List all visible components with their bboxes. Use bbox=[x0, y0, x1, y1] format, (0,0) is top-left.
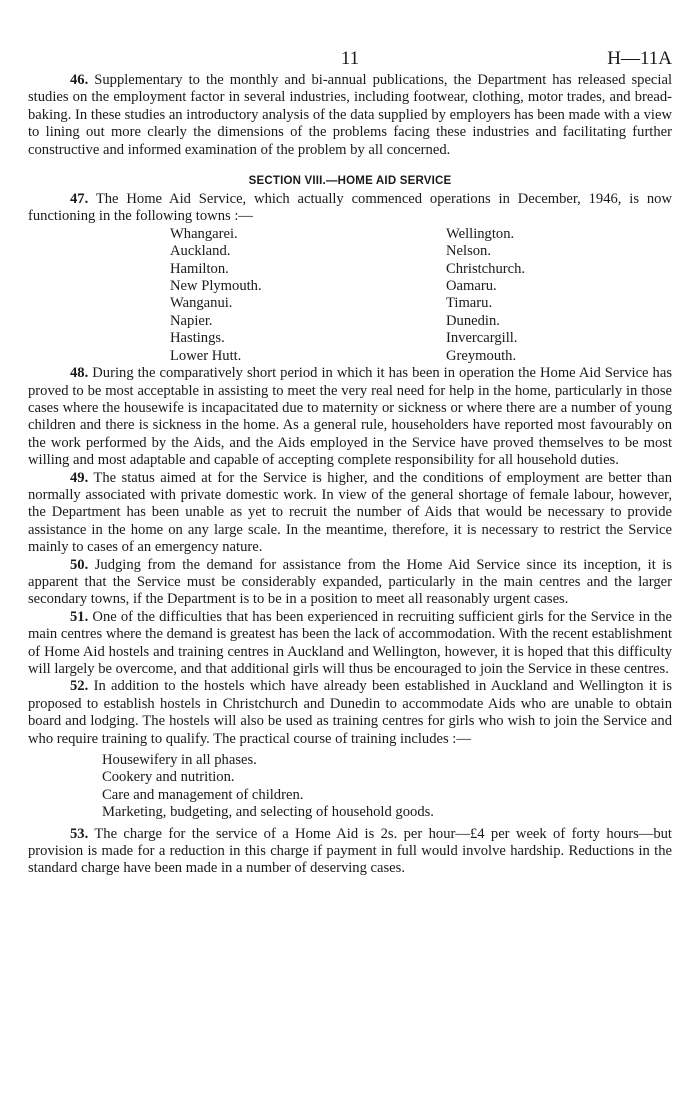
training-item: Housewifery in all phases. bbox=[102, 752, 257, 769]
towns-list bbox=[170, 226, 672, 365]
town-item: New Plymouth. bbox=[170, 278, 262, 295]
paragraph-text: One of the difficulties that has been experienced in recruiting sufficient girls for the Service in the main centres where the demand is greatest has been the lack of accommodation. With the recent establishment of Home Aid hostels and training centres in Auckland and Wellington, however, it is hoped that this difficulty will largely be overcome, and that additional girls will thus be encouraged to join the Service in these centres. bbox=[28, 608, 672, 677]
paragraph-number: 49. bbox=[70, 469, 89, 486]
paragraph-text: The Home Aid Service, which actually commenced operations in December, 1946, is now functioning in the following towns :— bbox=[28, 191, 672, 225]
paragraph-text: The status aimed at for the Service is higher, and the conditions of employment are better than normally associated with private domestic work. In view of the general shortage of female labour, however, the Department has been unable as yet to recruit the number of Aids that would be necessary to provide assistance in the home on any large scale. In the meantime, therefore, it is necessary to restrict the Service mainly to cases of an emergency nature. bbox=[28, 469, 672, 556]
section-heading: SECTION VIII.—HOME AID SERVICE bbox=[248, 175, 452, 188]
training-item: Marketing, budgeting, and selecting of household goods. bbox=[102, 804, 434, 821]
town-item: Wellington. bbox=[446, 225, 515, 242]
paragraph-text: The charge for the service of a Home Aid is 2s. per hour—£4 per week of forty hours—but provision is made for a reduction in this charge if payment in full would involve hardship. Reductions in the standard charge have been made in a number of deserving cases. bbox=[28, 825, 672, 877]
paragraph-number: 50. bbox=[70, 556, 89, 573]
town-item: Lower Hutt. bbox=[170, 347, 242, 364]
town-item: Timaru. bbox=[446, 295, 493, 312]
paragraph-48 bbox=[28, 365, 672, 469]
paragraph-text: Supplementary to the monthly and bi-annual publications, the Department has released special studies on the employment factor in several industries, including footwear, clothing, motor trades, and bread-baking. In these studies an introductory analysis of the data supplied by employers has been made with a view to lining out more clearly the dimensions of the problems facing these industries and facilitating further constructive and informed examination of the problem by all concerned. bbox=[28, 72, 672, 158]
page-number: 11 bbox=[340, 48, 360, 69]
paragraph-number: 46. bbox=[70, 72, 89, 88]
paragraph-51 bbox=[28, 609, 672, 679]
town-item: Hastings. bbox=[170, 330, 225, 347]
paragraph-number: 51. bbox=[70, 608, 89, 625]
town-item: Napier. bbox=[170, 312, 213, 329]
town-item: Greymouth. bbox=[446, 347, 517, 364]
training-item: Cookery and nutrition. bbox=[102, 769, 235, 786]
town-item: Christchurch. bbox=[446, 260, 526, 277]
training-list bbox=[102, 752, 672, 822]
paragraph-number: 47. bbox=[70, 191, 89, 208]
page-header bbox=[28, 44, 672, 72]
town-item: Hamilton. bbox=[170, 260, 229, 277]
paragraph-50 bbox=[28, 557, 672, 609]
paragraph-number: 53. bbox=[70, 825, 89, 842]
document-reference: H—11A bbox=[607, 48, 672, 69]
document-page bbox=[28, 44, 672, 878]
paragraph-49 bbox=[28, 470, 672, 557]
town-item: Dunedin. bbox=[446, 312, 500, 329]
town-item: Invercargill. bbox=[446, 330, 518, 347]
town-item: Whangarei. bbox=[170, 225, 238, 242]
town-item: Auckland. bbox=[170, 243, 231, 260]
paragraph-46 bbox=[28, 72, 672, 159]
paragraph-number: 52. bbox=[70, 678, 89, 695]
town-item: Wanganui. bbox=[170, 295, 233, 312]
paragraph-text: During the comparatively short period in which it has been in operation the Home Aid Service has proved to be most acceptable in assisting to meet the very real need for help in the home, particularly in those cases where the housewife is incapacitated due to maternity or sickness or where there are a number of young children and there is sickness in the home. As a general rule, householders have reported most favourably on the work performed by the Aids, and the Aids employed in the Service have proved themselves to be most willing and most adaptable and capable of accepting complete responsibility for all household duties. bbox=[28, 365, 672, 469]
paragraph-52 bbox=[28, 678, 672, 748]
town-item: Oamaru. bbox=[446, 278, 497, 295]
town-item: Nelson. bbox=[446, 243, 491, 260]
training-item: Care and management of children. bbox=[102, 786, 304, 803]
paragraph-text: Judging from the demand for assistance from the Home Aid Service since its inception, it is apparent that the Service must be considerably expanded, particularly in the main centres and the larger secondary towns, if the Department is to be in a position to meet all reasonably urgent cases. bbox=[28, 556, 672, 608]
paragraph-47 bbox=[28, 191, 672, 226]
paragraph-text: In addition to the hostels which have already been established in Auckland and Wellington it is proposed to establish hostels in Christchurch and Dunedin to accommodate Aids who are unable to obtain board and lodging. The hostels will also be used as training centres for girls who wish to join the Service and who require training to qualify. The practical course of training includes :— bbox=[28, 678, 672, 747]
paragraph-53 bbox=[28, 826, 672, 878]
paragraph-number: 48. bbox=[70, 365, 89, 382]
